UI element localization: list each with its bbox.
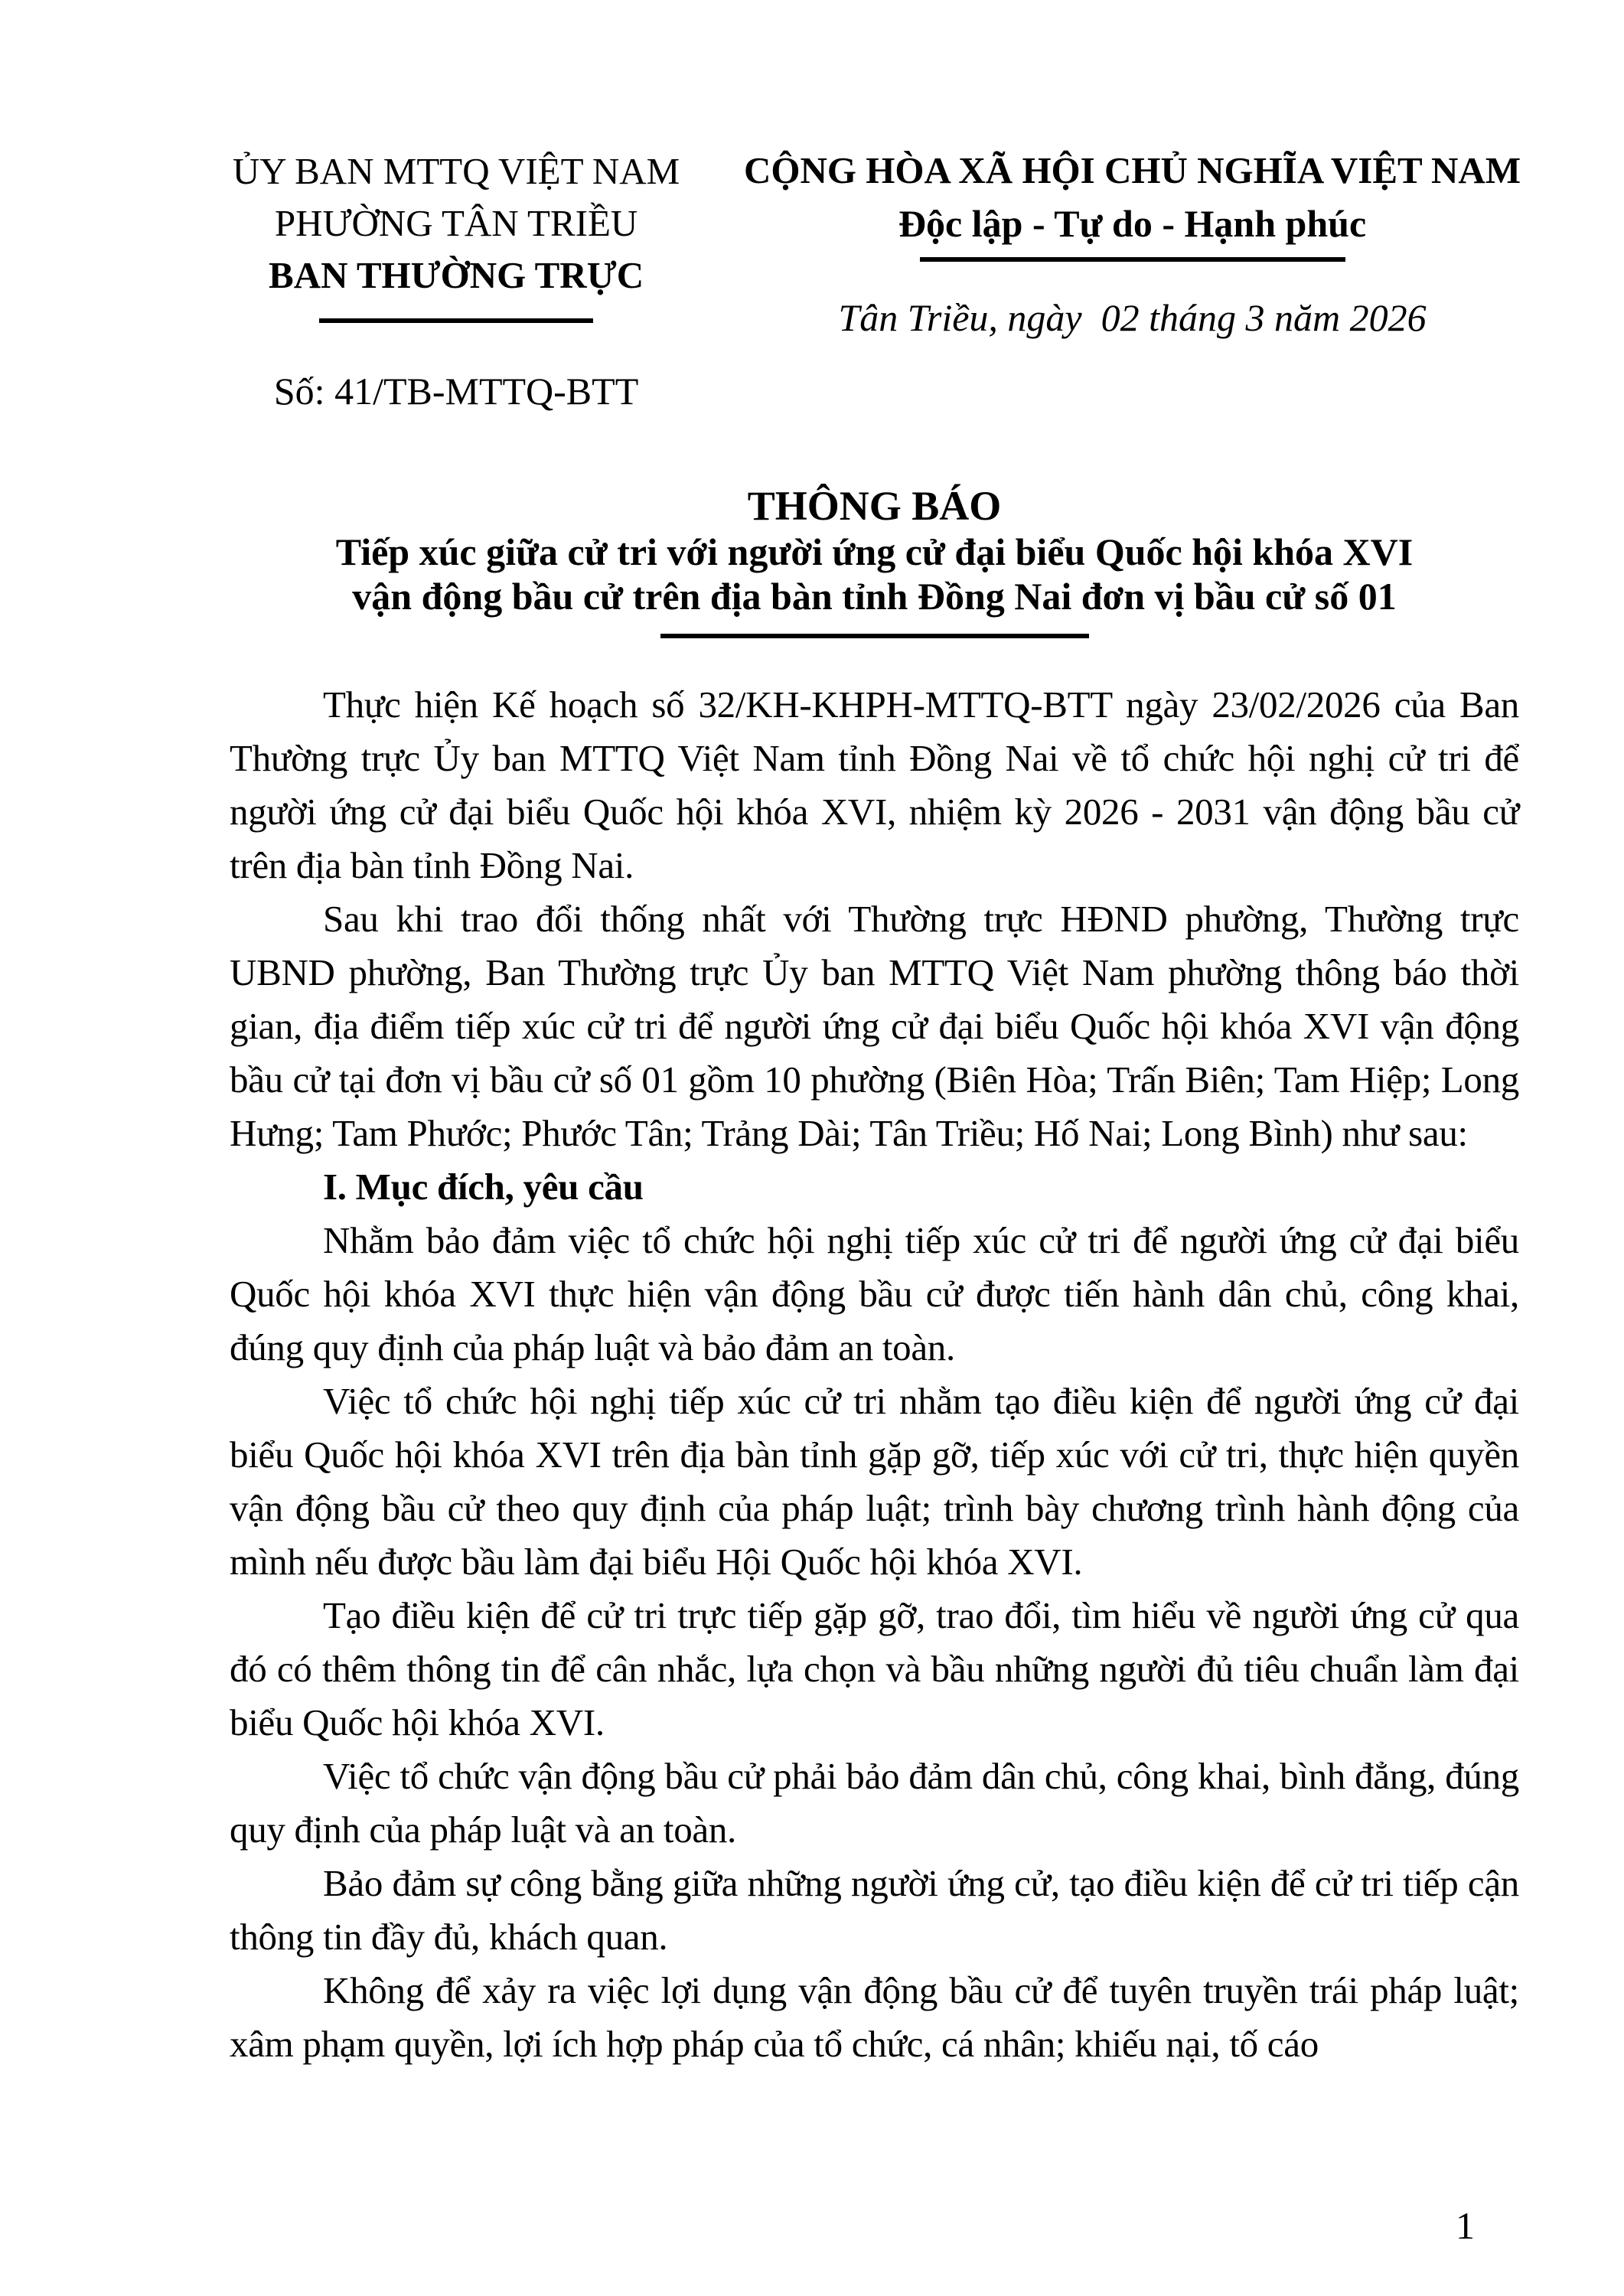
document-subtitle-line1: Tiếp xúc giữa cử tri với người ứng cử đại biểu Quốc hội khóa XVI <box>335 530 1414 573</box>
section-1-paragraph-3: Tạo điều kiện để cử tri trực tiếp gặp gỡ, trao đổi, tìm hiểu về người ứng cử qua đó có thêm thông tin để cân nhắc, lựa chọn và bầu những người đủ tiêu chuẩn làm đại biểu Quốc hội khóa XVI. <box>230 1594 1519 1743</box>
document-title: THÔNG BÁO <box>747 483 1002 529</box>
section-1-paragraph-6: Không để xảy ra việc lợi dụng vận động bầu cử để tuyên truyền trái pháp luật; xâm phạm quyền, lợi ích hợp pháp của tổ chức, cá nhân; khiếu nại, tố cáo <box>230 1969 1519 2065</box>
paragraph-intro-2: Sau khi trao đổi thống nhất với Thường trực HĐND phường, Thường trực UBND phường, Ban Thường trực Ủy ban MTTQ Việt Nam phường thông báo thời gian, địa điểm tiếp xúc cử tri để người ứng cử đại biểu Quốc hội khóa XVI vận động bầu cử tại đơn vị bầu cử số 01 gồm 10 phường (Biên Hòa; Trấn Biên; Tam Hiệp; Long Hưng; Tam Phước; Phước Tân; Trảng Dài; Tân Triều; Hố Nai; Long Bình) như sau: <box>230 898 1519 1154</box>
document-number: Số: 41/TB-MTTQ-BTT <box>273 370 639 413</box>
section-1-heading: I. Mục đích, yêu cầu <box>323 1166 644 1208</box>
national-motto-block <box>740 145 1525 415</box>
page-number: 1 <box>1456 2204 1475 2247</box>
section-1-paragraph-1: Nhằm bảo đảm việc tổ chức hội nghị tiếp xúc cử tri để người ứng cử đại biểu Quốc hội khóa XVI thực hiện vận động bầu cử được tiến hành dân chủ, công khai, đúng quy định của pháp luật và bảo đảm an toàn. <box>230 1219 1519 1368</box>
org-name-line2: PHƯỜNG TÂN TRIỀU <box>274 202 638 244</box>
body-text <box>230 678 1519 2071</box>
issuing-authority-block <box>172 145 740 415</box>
motto-underline <box>920 257 1345 262</box>
national-title: CỘNG HÒA XÃ HỘI CHỦ NGHĨA VIỆT NAM <box>744 149 1521 191</box>
section-1-paragraph-2: Việc tổ chức hội nghị tiếp xúc cử tri nhằm tạo điều kiện để người ứng cử đại biểu Quốc hội khóa XVI trên địa bàn tỉnh gặp gỡ, tiếp xúc với cử tri, thực hiện quyền vận động bầu cử theo quy định của pháp luật; trình bày chương trình hành động của mình nếu được bầu làm đại biểu Hội Quốc hội khóa XVI. <box>230 1380 1519 1583</box>
document-subtitle-line2: vận động bầu cử trên địa bàn tỉnh Đồng Nai đơn vị bầu cử số 01 <box>352 575 1397 618</box>
org-name-line3: BAN THƯỜNG TRỰC <box>269 254 644 296</box>
national-motto: Độc lập - Tự do - Hạnh phúc <box>898 202 1367 245</box>
document-header <box>0 145 1624 415</box>
org-name-line1: ỦY BAN MTTQ VIỆT NAM <box>232 150 680 192</box>
title-block <box>230 482 1519 638</box>
section-1-paragraph-4: Việc tổ chức vận động bầu cử phải bảo đảm dân chủ, công khai, bình đẳng, đúng quy định của pháp luật và an toàn. <box>230 1755 1519 1851</box>
org-underline <box>319 318 593 323</box>
paragraph-intro-1: Thực hiện Kế hoạch số 32/KH-KHPH-MTTQ-BTT ngày 23/02/2026 của Ban Thường trực Ủy ban MTTQ Việt Nam tỉnh Đồng Nai về tổ chức hội nghị cử tri để người ứng cử đại biểu Quốc hội khóa XVI, nhiệm kỳ 2026 - 2031 vận động bầu cử trên địa bàn tỉnh Đồng Nai. <box>230 683 1519 886</box>
place-date-line: Tân Triều, ngày 02 tháng 3 năm 2026 <box>838 296 1427 339</box>
section-1-paragraph-5: Bảo đảm sự công bằng giữa những người ứng cử, tạo điều kiện để cử tri tiếp cận thông tin đầy đủ, khách quan. <box>230 1862 1519 1958</box>
document-content <box>0 482 1624 2071</box>
title-underline <box>660 634 1089 638</box>
